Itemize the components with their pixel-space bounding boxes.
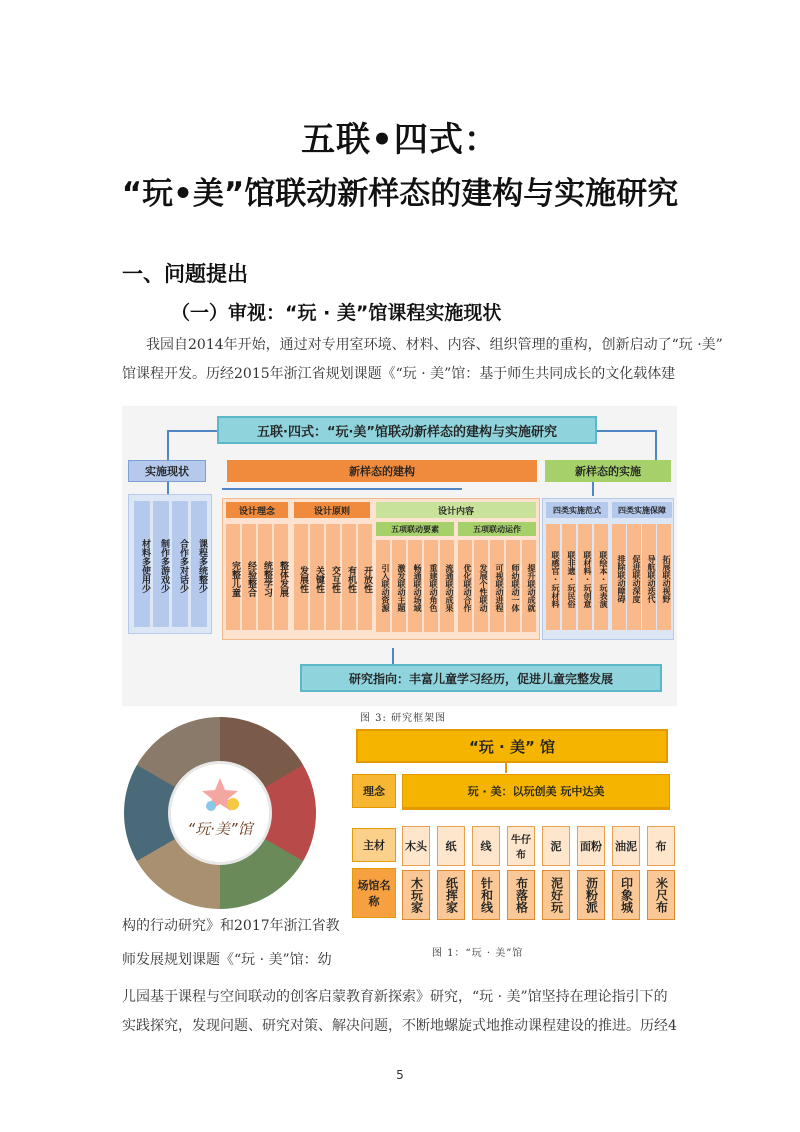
design-idea-col: 完整儿童 [226,524,240,630]
five-ops-col: 提升联动成就 [522,540,536,632]
concept-box: 玩 · 美：以玩创美 玩中达美 [402,774,670,808]
four-guarantee-col: 导航联动迭代 [642,524,656,630]
star-logo-icon [171,764,269,862]
framework-top-box: 五联·四式：“玩·美”馆联动新样态的建构与实施研究 [217,416,597,444]
paragraph-line: 师发展规划课题《“玩 · 美”馆：幼 [122,952,332,968]
five-elements-col: 激发联动主题 [392,540,406,632]
material-cell: 线 [472,826,500,866]
research-direction-box: 研究指向：丰富儿童学习经历，促进儿童完整发展 [300,664,662,692]
design-idea-col: 统整学习 [258,524,272,630]
document-title: 五联•四式： [301,120,499,160]
four-guarantee-col: 促进联动深度 [627,524,641,630]
four-guarantee-box: 四类实施保障 [612,502,672,518]
material-cell: 面粉 [577,826,605,866]
venue-cell: 木玩家 [402,870,430,920]
status-col: 材料多使用少 [134,501,150,627]
five-elements-col: 畅通联动场域 [408,540,422,632]
design-principle-col: 开放性 [358,524,372,630]
four-guarantee-col: 拓展联动视野 [657,524,671,630]
venue-cell: 针和线 [472,870,500,920]
venue-cell: 印象城 [612,870,640,920]
paragraph-line: 馆课程开发。历经2015年浙江省规划课题《“玩 · 美”馆：基于师生共同成长的文化载体建 [122,366,676,382]
design-principle-col: 发展性 [294,524,308,630]
five-ops-col: 优化联动合作 [458,540,472,632]
venue-cell: 泥好玩 [542,870,570,920]
four-paradigm-col: 联绘本·玩表演 [594,524,608,630]
material-cell: 油泥 [612,826,640,866]
five-ops-col: 发展个性联动 [474,540,488,632]
figure-caption: 图 3: 研究框架图 [360,713,447,724]
material-cell: 泥 [542,826,570,866]
material-label: 主材 [352,828,396,862]
document-subtitle: “玩•美”馆联动新样态的建构与实施研究 [121,176,679,212]
section-heading: 一、问题提出 [122,262,248,286]
figure-caption: 图 1：“玩 · 美”馆 [432,948,524,959]
design-principle-col: 交互性 [326,524,340,630]
paragraph-line: 实践探究，发现问题、研究对策、解决问题，不断地螺旋式地推动课程建设的推进。历经4 [122,1018,677,1034]
four-guarantee-col: 排除联动障碍 [612,524,626,630]
five-elements-col: 流通联动成果 [440,540,454,632]
venue-cell: 布落格 [507,870,535,920]
status-box: 实施现状 [128,460,206,482]
status-col: 合作多对话少 [172,501,188,627]
material-cell: 纸 [437,826,465,866]
page-number: 5 [396,1068,404,1082]
material-cell: 木头 [402,826,430,866]
four-paradigm-col: 联材料·玩创意 [578,524,592,630]
five-ops-col: 可视联动进程 [490,540,504,632]
five-elements-col: 引入联动资源 [376,540,390,632]
four-paradigm-col: 联感官·玩材料 [546,524,560,630]
paragraph-line: 我园自2014年开始，通过对专用室环境、材料、内容、组织管理的重构，创新启动了“玩 ·美” [146,337,723,353]
paragraph-line: 儿园基于课程与空间联动的创客启蒙教育新探索》研究，“玩 · 美”馆坚持在理论指引下的 [122,989,668,1005]
status-col: 制作多游戏少 [153,501,169,627]
design-content-box: 设计内容 [376,502,536,518]
five-ops-col: 师幼联动一体 [506,540,520,632]
playbeauty-title: “玩 · 美” 馆 [356,729,668,763]
subsection-heading: （一）审视：“玩 · 美”馆课程实施现状 [171,302,502,324]
venue-cell: 沥粉派 [577,870,605,920]
design-principle-col: 关键性 [310,524,324,630]
venue-cell: 米尺布 [647,870,675,920]
five-ops-box: 五项联动运作 [458,522,536,536]
four-paradigm-box: 四类实施范式 [546,502,608,518]
material-cell: 牛仔布 [507,826,535,866]
five-elements-col: 重建联动角色 [424,540,438,632]
venue-cell: 纸挥家 [437,870,465,920]
design-idea-col: 整体发展 [274,524,288,630]
paragraph-line: 构的行动研究》和2017年浙江省教 [122,918,340,934]
logo-text: “玩·美”馆 [187,820,253,838]
design-idea-col: 经验整合 [242,524,256,630]
research-framework-figure [122,406,677,706]
status-col: 课程多统整少 [191,501,207,627]
concept-label: 理念 [352,774,396,808]
implement-box: 新样态的实施 [545,460,671,482]
design-idea-box: 设计理念 [226,502,288,518]
design-principle-box: 设计原则 [294,502,370,518]
construct-box: 新样态的建构 [227,460,537,482]
four-paradigm-col: 联非遗·玩民俗 [562,524,576,630]
material-cell: 布 [647,826,675,866]
five-elements-box: 五项联动要素 [376,522,454,536]
logo-center [168,761,272,865]
design-principle-col: 有机性 [342,524,356,630]
venue-label: 场馆名称 [352,868,396,918]
